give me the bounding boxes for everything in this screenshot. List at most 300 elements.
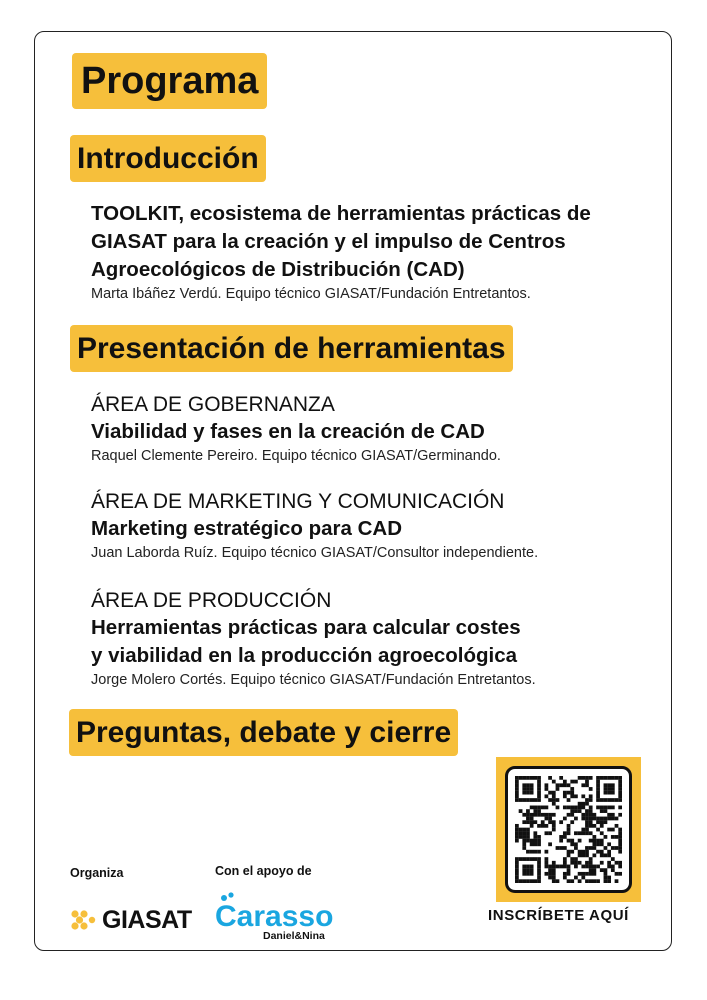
- qr-module: [526, 791, 530, 795]
- support-label: Con el apoyo de: [215, 864, 312, 878]
- qr-module: [519, 809, 523, 813]
- qr-module: [581, 817, 585, 821]
- qr-module: [592, 835, 596, 839]
- qr-module: [563, 817, 567, 821]
- qr-module: [604, 817, 608, 821]
- qr-module: [600, 809, 604, 813]
- qr-module: [526, 783, 530, 787]
- qr-module: [592, 824, 596, 828]
- qr-module: [589, 824, 593, 828]
- qr-module: [519, 776, 523, 780]
- qr-module: [615, 879, 619, 883]
- qr-module: [552, 872, 556, 876]
- qr-module: [618, 861, 622, 865]
- qr-module: [530, 813, 534, 817]
- qr-module: [574, 865, 578, 869]
- qr-module: [600, 776, 604, 780]
- qr-module: [567, 806, 571, 810]
- qr-module: [545, 783, 549, 787]
- qr-module: [552, 876, 556, 880]
- qr-module: [618, 835, 622, 839]
- qr-module: [537, 842, 541, 846]
- qr-module: [585, 865, 589, 869]
- qr-module: [574, 817, 578, 821]
- qr-module: [567, 828, 571, 832]
- qr-module: [567, 824, 571, 828]
- qr-module: [592, 817, 596, 821]
- qr-module: [604, 787, 608, 791]
- qr-module: [589, 839, 593, 843]
- qr-module: [556, 787, 560, 791]
- qr-module: [600, 850, 604, 854]
- qr-module: [515, 828, 519, 832]
- qr-module: [585, 853, 589, 857]
- qr-module: [581, 806, 585, 810]
- qr-module: [618, 780, 622, 784]
- qr-module: [563, 872, 567, 876]
- qr-cta: INSCRÍBETE AQUÍ: [488, 907, 629, 924]
- presentation-item-governance: [91, 392, 671, 466]
- qr-module: [530, 783, 534, 787]
- qr-module: [578, 806, 582, 810]
- qr-module: [585, 846, 589, 850]
- qr-module: [552, 791, 556, 795]
- qr-module: [533, 857, 537, 861]
- qr-module: [537, 813, 541, 817]
- qr-module: [515, 865, 519, 869]
- carasso-logo: [215, 891, 345, 941]
- qr-module: [537, 798, 541, 802]
- qr-module: [592, 872, 596, 876]
- qr-module: [552, 820, 556, 824]
- qr-module: [570, 806, 574, 810]
- qr-module: [567, 783, 571, 787]
- qr-module: [530, 850, 534, 854]
- qr-module: [515, 876, 519, 880]
- qr-module: [548, 776, 552, 780]
- qr-module: [611, 806, 615, 810]
- qr-module: [581, 802, 585, 806]
- qr-module: [537, 794, 541, 798]
- qr-module: [570, 820, 574, 824]
- qr-module: [604, 806, 608, 810]
- qr-module: [526, 809, 530, 813]
- qr-module: [567, 879, 571, 883]
- qr-module: [533, 850, 537, 854]
- qr-module: [530, 820, 534, 824]
- qr-code-icon[interactable]: [515, 776, 622, 883]
- qr-module: [604, 868, 608, 872]
- qr-module: [515, 787, 519, 791]
- qr-module: [537, 791, 541, 795]
- qr-module: [519, 879, 523, 883]
- qr-module: [589, 806, 593, 810]
- qr-module: [552, 780, 556, 784]
- qr-module: [526, 835, 530, 839]
- talk-title-line: Viabilidad y fases en la creación de CAD: [91, 420, 485, 443]
- qr-module: [600, 806, 604, 810]
- qr-module: [522, 787, 526, 791]
- qr-module: [578, 809, 582, 813]
- qr-module: [548, 820, 552, 824]
- qr-module: [611, 846, 615, 850]
- qr-module: [585, 820, 589, 824]
- qr-module: [515, 783, 519, 787]
- qr-module: [563, 780, 567, 784]
- qr-module: [581, 776, 585, 780]
- qr-module: [537, 857, 541, 861]
- qr-module: [574, 831, 578, 835]
- qr-module: [600, 839, 604, 843]
- qr-module: [607, 828, 611, 832]
- qr-module: [522, 820, 526, 824]
- qr-module: [559, 846, 563, 850]
- qr-module: [515, 868, 519, 872]
- qr-module: [570, 780, 574, 784]
- qr-module: [563, 806, 567, 810]
- qr-module: [526, 820, 530, 824]
- qr-module: [526, 831, 530, 835]
- qr-module: [563, 846, 567, 850]
- qr-module: [611, 783, 615, 787]
- qr-module: [541, 806, 545, 810]
- qr-module: [515, 835, 519, 839]
- qr-module: [585, 813, 589, 817]
- qr-module: [578, 802, 582, 806]
- qr-module: [604, 776, 608, 780]
- qr-module: [541, 824, 545, 828]
- qr-module: [607, 783, 611, 787]
- qr-module: [589, 861, 593, 865]
- qr-module: [589, 846, 593, 850]
- qr-module: [574, 842, 578, 846]
- qr-module: [530, 868, 534, 872]
- qr-module: [548, 817, 552, 821]
- qr-module: [552, 794, 556, 798]
- qr-module: [589, 820, 593, 824]
- qr-module: [615, 798, 619, 802]
- qr-module: [548, 791, 552, 795]
- talk-speaker: Raquel Clemente Pereiro. Equipo técnico GIASAT/Germinando.: [91, 448, 501, 464]
- qr-module: [537, 861, 541, 865]
- qr-module: [596, 865, 600, 869]
- qr-module: [519, 831, 523, 835]
- qr-module: [607, 842, 611, 846]
- qr-module: [570, 791, 574, 795]
- qr-module: [611, 791, 615, 795]
- section-heading-intro: Introducción: [70, 135, 266, 182]
- qr-module: [522, 857, 526, 861]
- qr-module: [515, 780, 519, 784]
- qr-module: [537, 839, 541, 843]
- qr-module: [596, 783, 600, 787]
- qr-module: [522, 868, 526, 872]
- qr-module: [600, 853, 604, 857]
- qr-module: [530, 791, 534, 795]
- qr-module: [556, 783, 560, 787]
- qr-module: [545, 831, 549, 835]
- qr-module: [530, 865, 534, 869]
- qr-module: [537, 865, 541, 869]
- qr-module: [581, 783, 585, 787]
- qr-module: [581, 831, 585, 835]
- qr-module: [515, 824, 519, 828]
- qr-module: [611, 787, 615, 791]
- qr-module: [563, 835, 567, 839]
- qr-module: [600, 861, 604, 865]
- qr-module: [530, 798, 534, 802]
- qr-module: [618, 794, 622, 798]
- qr-module: [533, 806, 537, 810]
- qr-module: [515, 794, 519, 798]
- qr-code-card[interactable]: [505, 766, 632, 893]
- carasso-logo-text: Carasso: [215, 900, 334, 933]
- qr-module: [522, 872, 526, 876]
- qr-module: [585, 872, 589, 876]
- qr-module: [604, 820, 608, 824]
- qr-module: [563, 861, 567, 865]
- qr-module: [526, 839, 530, 843]
- qr-module: [574, 876, 578, 880]
- qr-module: [567, 868, 571, 872]
- qr-module: [611, 828, 615, 832]
- qr-module: [604, 879, 608, 883]
- qr-module: [533, 835, 537, 839]
- qr-module: [607, 813, 611, 817]
- qr-module: [515, 776, 519, 780]
- qr-module: [522, 783, 526, 787]
- qr-module: [515, 798, 519, 802]
- qr-module: [618, 839, 622, 843]
- qr-module: [530, 872, 534, 876]
- qr-module: [607, 865, 611, 869]
- qr-module: [537, 872, 541, 876]
- area-label: ÁREA DE GOBERNANZA: [91, 393, 335, 416]
- qr-module: [519, 798, 523, 802]
- qr-module: [596, 776, 600, 780]
- qr-module: [600, 820, 604, 824]
- qr-module: [618, 783, 622, 787]
- qr-module: [530, 817, 534, 821]
- qr-module: [537, 824, 541, 828]
- qr-module: [515, 857, 519, 861]
- qr-module: [585, 824, 589, 828]
- qr-module: [607, 879, 611, 883]
- qr-module: [604, 846, 608, 850]
- qr-module: [570, 861, 574, 865]
- qr-module: [567, 831, 571, 835]
- qr-module: [611, 835, 615, 839]
- qr-module: [522, 791, 526, 795]
- qr-module: [607, 861, 611, 865]
- qr-module: [581, 872, 585, 876]
- qr-module: [522, 839, 526, 843]
- qr-module: [578, 879, 582, 883]
- qr-module: [545, 794, 549, 798]
- qr-module: [596, 879, 600, 883]
- qr-module: [574, 809, 578, 813]
- qr-module: [585, 783, 589, 787]
- qr-module: [567, 850, 571, 854]
- qr-module: [515, 791, 519, 795]
- qr-module: [581, 813, 585, 817]
- qr-module: [570, 857, 574, 861]
- qr-module: [567, 791, 571, 795]
- qr-module: [533, 879, 537, 883]
- qr-module: [526, 879, 530, 883]
- qr-module: [526, 850, 530, 854]
- qr-module: [589, 857, 593, 861]
- qr-module: [526, 776, 530, 780]
- qr-module: [585, 850, 589, 854]
- qr-module: [567, 853, 571, 857]
- qr-module: [545, 817, 549, 821]
- qr-module: [596, 806, 600, 810]
- qr-module: [515, 872, 519, 876]
- qr-module: [559, 839, 563, 843]
- qr-module: [559, 776, 563, 780]
- qr-module: [556, 806, 560, 810]
- qr-module: [618, 865, 622, 869]
- qr-module: [515, 879, 519, 883]
- qr-module: [552, 865, 556, 869]
- qr-module: [589, 787, 593, 791]
- qr-module: [567, 813, 571, 817]
- qr-module: [567, 839, 571, 843]
- qr-module: [578, 831, 582, 835]
- qr-module: [589, 809, 593, 813]
- qr-module: [615, 776, 619, 780]
- presentation-item-production: [91, 588, 671, 690]
- qr-module: [611, 798, 615, 802]
- qr-module: [615, 872, 619, 876]
- qr-module: [556, 865, 560, 869]
- qr-module: [618, 846, 622, 850]
- talk-speaker: Juan Laborda Ruíz. Equipo técnico GIASAT/Consultor independiente.: [91, 545, 539, 561]
- qr-code-frame[interactable]: [496, 757, 641, 902]
- qr-module: [589, 872, 593, 876]
- qr-module: [589, 879, 593, 883]
- organiza-label: Organiza: [70, 866, 124, 880]
- qr-module: [545, 806, 549, 810]
- qr-module: [618, 813, 622, 817]
- qr-module: [611, 865, 615, 869]
- qr-module: [618, 831, 622, 835]
- qr-module: [600, 842, 604, 846]
- qr-module: [522, 813, 526, 817]
- qr-module: [552, 879, 556, 883]
- qr-module: [618, 787, 622, 791]
- carasso-logo-mark: [215, 891, 345, 941]
- qr-module: [537, 876, 541, 880]
- qr-module: [596, 839, 600, 843]
- qr-module: [592, 842, 596, 846]
- qr-module: [552, 868, 556, 872]
- qr-module: [615, 861, 619, 865]
- qr-module: [618, 791, 622, 795]
- qr-module: [615, 817, 619, 821]
- qr-module: [618, 776, 622, 780]
- intro-talk-title-line: GIASAT para la creación y el impulso de Centros: [91, 230, 566, 253]
- qr-module: [545, 872, 549, 876]
- qr-module: [567, 798, 571, 802]
- qr-module: [530, 824, 534, 828]
- qr-module: [611, 817, 615, 821]
- qr-module: [548, 831, 552, 835]
- qr-module: [618, 828, 622, 832]
- qr-module: [522, 776, 526, 780]
- qr-module: [585, 861, 589, 865]
- qr-module: [585, 802, 589, 806]
- qr-module: [604, 835, 608, 839]
- qr-module: [570, 842, 574, 846]
- qr-module: [545, 857, 549, 861]
- qr-module: [537, 783, 541, 787]
- qr-module: [552, 813, 556, 817]
- qr-module: [607, 798, 611, 802]
- intro-talk-title-line: Agroecológicos de Distribución (CAD): [91, 258, 465, 281]
- qr-module: [585, 817, 589, 821]
- qr-module: [596, 820, 600, 824]
- qr-module: [522, 831, 526, 835]
- qr-module: [618, 850, 622, 854]
- qr-module: [537, 879, 541, 883]
- qr-module: [559, 820, 563, 824]
- qr-module: [596, 794, 600, 798]
- qr-module: [559, 783, 563, 787]
- qr-module: [618, 842, 622, 846]
- qr-module: [567, 872, 571, 876]
- qr-module: [581, 853, 585, 857]
- qr-module: [574, 846, 578, 850]
- qr-module: [607, 850, 611, 854]
- qr-module: [526, 787, 530, 791]
- qr-module: [563, 791, 567, 795]
- qr-module: [530, 857, 534, 861]
- qr-module: [545, 787, 549, 791]
- qr-module: [600, 831, 604, 835]
- qr-module: [607, 806, 611, 810]
- talk-speaker: Jorge Molero Cortés. Equipo técnico GIASAT/Fundación Entretantos.: [91, 672, 536, 688]
- talk-title-line: y viabilidad en la producción agroecológica: [91, 644, 518, 667]
- qr-module: [552, 824, 556, 828]
- qr-module: [570, 813, 574, 817]
- qr-module: [607, 776, 611, 780]
- qr-module: [537, 850, 541, 854]
- qr-module: [559, 865, 563, 869]
- qr-module: [604, 791, 608, 795]
- qr-module: [618, 806, 622, 810]
- qr-module: [607, 853, 611, 857]
- giasat-logo-text: GIASAT: [102, 905, 192, 934]
- intro-talk-title-line: TOOLKIT, ecosistema de herramientas prácticas de: [91, 202, 591, 225]
- qr-module: [537, 780, 541, 784]
- qr-module: [530, 839, 534, 843]
- qr-module: [522, 846, 526, 850]
- qr-module: [578, 776, 582, 780]
- qr-module: [604, 783, 608, 787]
- qr-module: [589, 817, 593, 821]
- qr-module: [611, 813, 615, 817]
- qr-module: [522, 879, 526, 883]
- qr-module: [545, 824, 549, 828]
- qr-module: [600, 824, 604, 828]
- qr-module: [578, 861, 582, 865]
- qr-module: [533, 842, 537, 846]
- qr-module: [567, 865, 571, 869]
- qr-module: [533, 809, 537, 813]
- qr-module: [607, 787, 611, 791]
